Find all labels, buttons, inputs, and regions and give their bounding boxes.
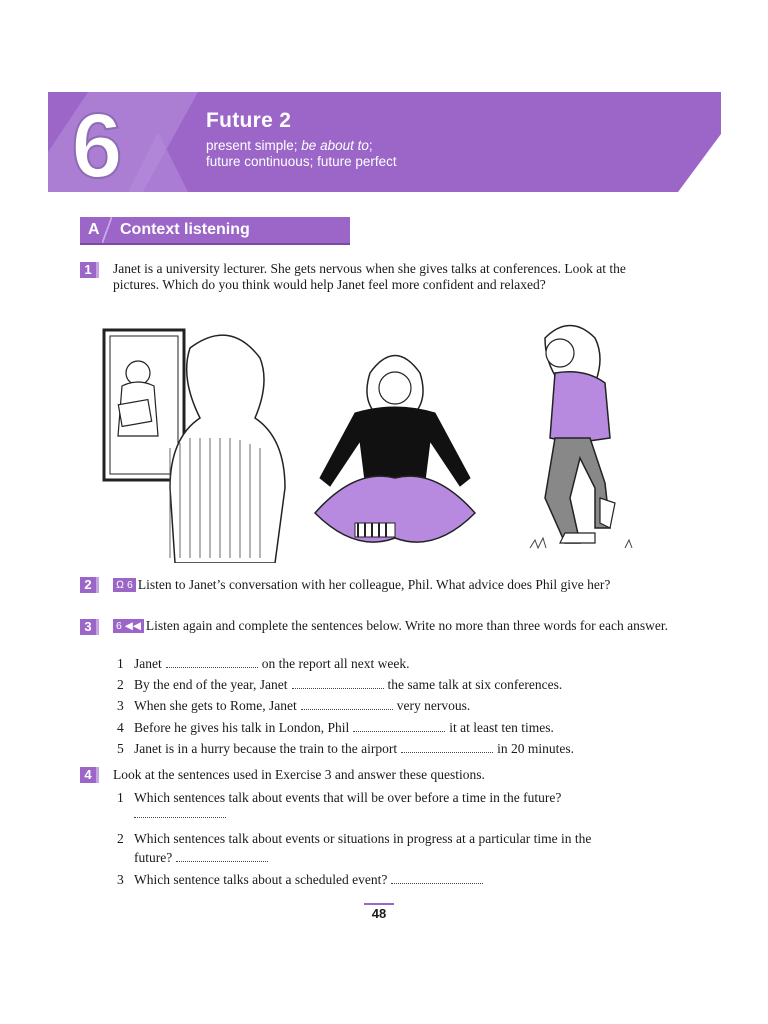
- answer-line: [134, 806, 226, 822]
- section-heading: [80, 217, 350, 245]
- answer-blank[interactable]: [401, 743, 493, 753]
- jogging-picture: [530, 326, 632, 549]
- item-text: very nervous.: [396, 698, 471, 713]
- gap-fill-item: [117, 677, 562, 693]
- item-text: When she gets to Rome, Janet: [134, 698, 297, 713]
- question-number: 3: [117, 872, 124, 887]
- exercise3-instruction: Listen again and complete the sentences below. Write no more than three words for each answer.: [145, 618, 668, 633]
- answer-blank[interactable]: [353, 722, 445, 732]
- question-item: [117, 790, 561, 806]
- unit-subtitle: [206, 138, 397, 170]
- answer-blank[interactable]: [166, 658, 258, 668]
- exercise3-text: [113, 618, 683, 634]
- subtitle-part: present simple;: [206, 138, 302, 153]
- question-item: [117, 831, 591, 847]
- item-number: 4: [117, 720, 124, 735]
- gap-fill-item: [117, 698, 470, 714]
- subtitle-italic: be about to: [301, 138, 369, 153]
- item-text: Janet: [134, 656, 162, 671]
- answer-blank[interactable]: [176, 852, 268, 862]
- question-number: 1: [117, 790, 124, 805]
- item-number: 1: [117, 656, 124, 671]
- page-number: 48: [364, 903, 394, 921]
- exercise-number: 3: [80, 619, 99, 635]
- question-text: Which sentences talk about events or situations in progress at a particular time in the: [134, 831, 592, 846]
- audio-track-icon: Ω 6: [113, 578, 136, 592]
- section-divider: [102, 217, 112, 243]
- gap-fill-item: [117, 741, 574, 757]
- exercise1-text: Janet is a university lecturer. She gets nervous when she gives talks at conferences. Look at the pictures. Which do you think would help Janet feel more confident and relaxed?: [113, 261, 626, 292]
- item-text: in 20 minutes.: [497, 741, 575, 756]
- item-number: 2: [117, 677, 124, 692]
- chapter-number: 6: [71, 95, 123, 197]
- exercise-number: 1: [80, 262, 99, 278]
- answer-blank[interactable]: [134, 808, 226, 818]
- answer-blank[interactable]: [292, 679, 384, 689]
- item-text: Before he gives his talk in London, Phil: [134, 720, 350, 735]
- exercise4-text: Look at the sentences used in Exercise 3 and answer these questions.: [113, 767, 485, 782]
- item-text: the same talk at six conferences.: [387, 677, 563, 692]
- question-item: [117, 872, 487, 888]
- item-text: on the report all next week.: [261, 656, 410, 671]
- answer-blank[interactable]: [301, 700, 393, 710]
- item-text: it at least ten times.: [449, 720, 554, 735]
- question-text: Which sentence talks about a scheduled event?: [134, 872, 388, 887]
- exercise-number: 4: [80, 767, 99, 783]
- gap-fill-item: [117, 656, 409, 672]
- answer-blank[interactable]: [391, 874, 483, 884]
- item-text: Janet is in a hurry because the train to the airport: [134, 741, 398, 756]
- gap-fill-item: [117, 720, 554, 736]
- exercise-number: 2: [80, 577, 99, 593]
- subtitle-line2: future continuous; future perfect: [206, 154, 397, 169]
- question-text: future?: [134, 850, 173, 865]
- question-number: 2: [117, 831, 124, 846]
- illustrations: [100, 318, 660, 563]
- item-number: 3: [117, 698, 124, 713]
- exercise2-instruction: Listen to Janet’s conversation with her colleague, Phil. What advice does Phil give her?: [137, 577, 611, 592]
- section-letter: A: [88, 221, 100, 238]
- audio-track-icon: 6 ◀◀: [113, 619, 144, 633]
- mirror-picture: [104, 330, 285, 563]
- question-item-cont: [134, 850, 272, 866]
- question-text: Which sentences talk about events that will be over before a time in the future?: [134, 790, 562, 805]
- unit-title: Future 2: [206, 109, 292, 132]
- exercise2-text: [113, 577, 683, 593]
- item-text: By the end of the year, Janet: [134, 677, 288, 692]
- item-number: 5: [117, 741, 124, 756]
- section-title: Context listening: [120, 221, 250, 238]
- meditation-picture: [315, 356, 475, 543]
- subtitle-part: ;: [368, 138, 373, 153]
